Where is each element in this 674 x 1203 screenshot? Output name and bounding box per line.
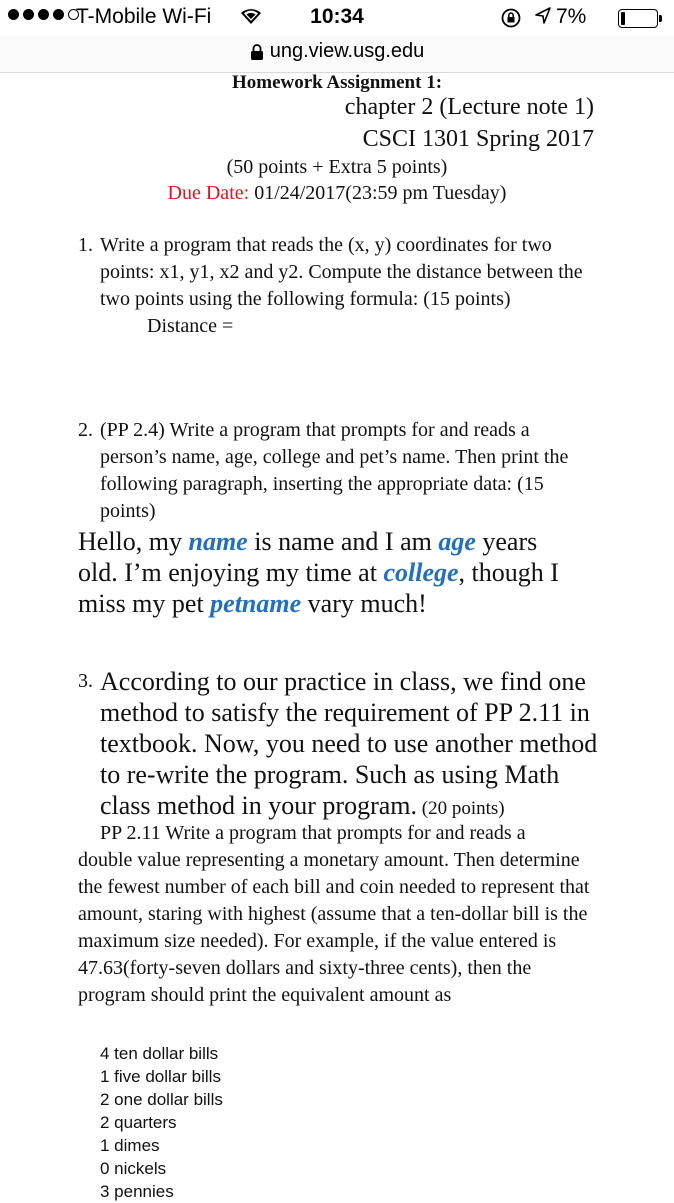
battery-icon xyxy=(618,9,658,28)
question-text: (PP 2.4) Write a program that prompts for and reads a person’s name, age, college and pet’s name. Then print the following paragraph, inserting the appropriate data: (15 points) xyxy=(100,419,569,522)
expected-output xyxy=(100,1042,223,1203)
output-line: 3 pennies xyxy=(100,1182,174,1201)
question-number: 2. xyxy=(78,419,93,441)
due-date-value: 01/24/2017(23:59 pm Tuesday) xyxy=(249,182,507,204)
output-line: 1 five dollar bills xyxy=(100,1067,221,1086)
rotation-lock-icon xyxy=(500,7,522,35)
paragraph-text: , though I miss my pet xyxy=(78,558,559,618)
age-placeholder: age xyxy=(438,527,476,556)
url-text[interactable]: ung.view.usg.edu xyxy=(269,40,425,62)
paragraph-text: is name and I am xyxy=(247,527,439,556)
distance-formula-label: Distance = xyxy=(147,315,234,337)
assignment-title: Homework Assignment 1: xyxy=(231,72,443,93)
output-line: 0 nickels xyxy=(100,1159,167,1178)
due-date xyxy=(0,182,674,205)
battery-percent: 7% xyxy=(556,5,587,28)
paragraph-text: Hello, my xyxy=(78,527,189,556)
question-text: Write a program that reads the (x, y) coordinates for two points: x1, y1, x2 and y2. Compute the distance between the two points using the following formula: (15 points) xyxy=(100,234,583,310)
status-bar xyxy=(0,0,674,36)
output-line: 2 one dollar bills xyxy=(100,1090,223,1109)
sample-paragraph xyxy=(78,526,578,619)
paragraph-text: vary much! xyxy=(301,589,427,618)
paragraph-text: years old. I’m enjoying my time at xyxy=(78,527,538,587)
name-placeholder: name xyxy=(188,527,248,556)
carrier-name: T-Mobile Wi-Fi xyxy=(76,5,212,28)
chapter-line: chapter 2 (Lecture note 1) xyxy=(344,94,594,120)
question-1 xyxy=(78,232,598,340)
question-text: According to our practice in class, we find one method to satisfy the requirement of PP 2.11 in textbook. Now, you need to use another method to re-write the program. Such as using Math class method in your program. xyxy=(100,667,598,820)
pp-intro: PP 2.11 Write a program that prompts for and reads a xyxy=(100,822,526,844)
question-3 xyxy=(78,666,608,824)
output-line: 1 dimes xyxy=(100,1136,160,1155)
lock-icon xyxy=(250,43,264,61)
question-number: 1. xyxy=(78,234,93,256)
clock: 10:34 xyxy=(310,5,364,28)
petname-placeholder: petname xyxy=(210,589,302,618)
due-date-label: Due Date: xyxy=(167,182,250,204)
output-line: 2 quarters xyxy=(100,1113,177,1132)
battery-tip xyxy=(659,15,662,22)
pp-text: double value representing a monetary amount. Then determine the fewest number of each bill and coin needed to represent that amount, staring with highest (assume that a ten-dollar bill is the maximum size needed). For example, if the value entered is 47.63(forty-seven dollars and sixty-three cents), then the program should print the equivalent amount as xyxy=(78,849,590,1006)
points-line: (50 points + Extra 5 points) xyxy=(226,156,448,178)
college-placeholder: college xyxy=(383,558,459,587)
pp-2-11-description xyxy=(78,820,603,1009)
question-number: 3. xyxy=(78,670,93,692)
output-line: 4 ten dollar bills xyxy=(100,1044,219,1063)
address-bar[interactable] xyxy=(0,36,674,73)
question-points: (20 points) xyxy=(417,798,505,819)
course-line: CSCI 1301 Spring 2017 xyxy=(362,126,594,152)
location-arrow-icon xyxy=(534,6,552,32)
question-2 xyxy=(78,417,598,525)
